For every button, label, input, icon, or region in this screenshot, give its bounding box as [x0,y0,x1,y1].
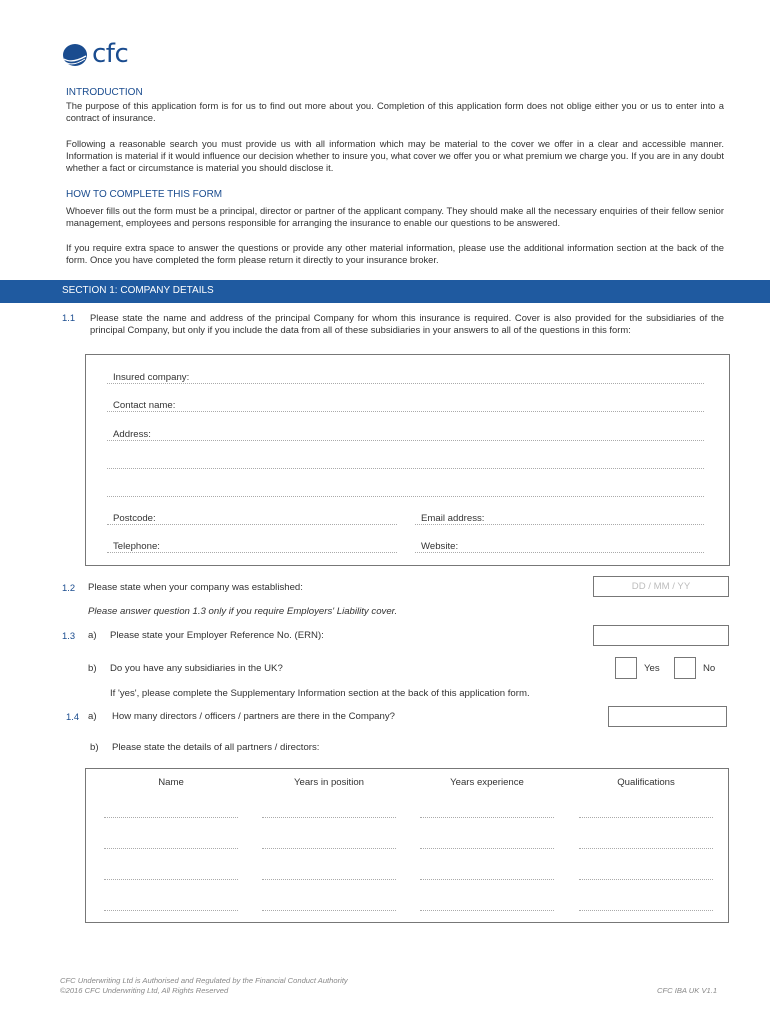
subsidiaries-yes-checkbox[interactable] [615,657,637,679]
row-1-years-experience-input[interactable] [420,817,554,818]
subsidiaries-yes-label: Yes [644,663,660,674]
q1-4a-label: a) [88,711,97,722]
q1-3-number: 1.3 [62,630,76,641]
column-header-name: Name [158,777,184,788]
contact-name-input[interactable] [107,411,704,412]
telephone-input[interactable] [107,552,397,553]
address-input-line-1[interactable] [107,440,704,441]
footer-regulation-text: CFC Underwriting Ltd is Authorised and Regulated by the Financial Conduct Authority [60,976,348,985]
subsidiaries-no-checkbox[interactable] [674,657,696,679]
column-header-qualifications: Qualifications [617,777,675,788]
q1-2-text: Please state when your company was established: [88,582,303,593]
q1-3a-text: Please state your Employer Reference No. (ERN): [110,630,324,641]
row-2-name-input[interactable] [104,848,238,849]
email-input[interactable] [415,524,704,525]
address-input-line-3[interactable] [107,496,704,497]
insured-company-input[interactable] [107,383,704,384]
subsidiaries-no-label: No [703,663,716,674]
row-4-name-input[interactable] [104,910,238,911]
how-to-paragraph-1: Whoever fills out the form must be a principal, director or partner of the applicant company. They should make all the necessary enquiries of their fellow senior management, employees and persons responsible for arranging the insurance to enable our questions to be answered. [66,205,724,228]
row-4-years-experience-input[interactable] [420,910,554,911]
established-date-input[interactable]: DD / MM / YY [593,576,729,597]
q1-3a-label: a) [88,630,97,641]
section-1-header: SECTION 1: COMPANY DETAILS [0,280,770,303]
q1-1-number: 1.1 [62,312,76,323]
postcode-label: Postcode: [113,513,156,524]
row-4-qualifications-input[interactable] [579,910,713,911]
row-2-qualifications-input[interactable] [579,848,713,849]
contact-name-label: Contact name: [113,400,176,411]
column-header-years-experience: Years experience [450,777,524,788]
company-details-box [85,354,730,566]
column-header-years-in-position: Years in position [293,777,365,788]
row-3-years-in-position-input[interactable] [262,879,396,880]
row-2-years-in-position-input[interactable] [262,848,396,849]
ern-input[interactable] [593,625,729,646]
directors-count-input[interactable] [608,706,727,727]
q1-3b-text: Do you have any subsidiaries in the UK? [110,663,283,674]
q1-1-text: Please state the name and address of the principal Company for whom this insurance is required. Cover is also provided for the subsidiaries of the principal Company, but only if you include the data from all of these subsidiaries in your answers to all of the questions in this form: [90,312,724,335]
row-1-qualifications-input[interactable] [579,817,713,818]
postcode-input[interactable] [107,524,397,525]
footer-copyright-text: ©2016 CFC Underwriting Ltd, All Rights Reserved [60,986,229,995]
q1-4-number: 1.4 [66,711,80,722]
q1-4a-text: How many directors / officers / partners are there in the Company? [112,711,395,722]
address-label: Address: [113,429,151,440]
website-input[interactable] [415,552,704,553]
q1-2-number: 1.2 [62,582,76,593]
intro-paragraph-1: The purpose of this application form is for us to find out more about you. Completion of this application form does not oblige either you or us to enter into a contract of insurance. [66,100,724,123]
row-2-years-experience-input[interactable] [420,848,554,849]
cfc-logo [62,39,142,70]
q1-4b-label: b) [90,742,99,753]
row-1-years-in-position-input[interactable] [262,817,396,818]
q1-3b-label: b) [88,663,97,674]
website-label: Website: [421,541,459,552]
footer-version: CFC IBA UK V1.1 [657,986,718,995]
row-1-name-input[interactable] [104,817,238,818]
insured-company-label: Insured company: [113,372,190,383]
address-input-line-2[interactable] [107,468,704,469]
how-to-paragraph-2: If you require extra space to answer the questions or provide any other material information, please use the additional information section at the back of the form. Once you have completed the form please return it directly to your insurance broker. [66,242,724,265]
row-4-years-in-position-input[interactable] [262,910,396,911]
employers-liability-note: Please answer question 1.3 only if you require Employers' Liability cover. [88,606,398,617]
row-3-name-input[interactable] [104,879,238,880]
footer-legal [60,976,348,996]
telephone-label: Telephone: [113,541,160,552]
intro-heading: INTRODUCTION [66,87,143,98]
intro-paragraph-2: Following a reasonable search you must provide us with all information which may be material to the cover we offer in a clear and accessible manner. Information is material if it would influence our decision whether to insure you, what cover we offer you or what premium we charge you. If you are in any doubt whether a fact or circumstance is material you should disclose it. [66,138,724,173]
email-label: Email address: [421,513,485,524]
how-to-heading: HOW TO COMPLETE THIS FORM [66,189,223,200]
q1-3b-note: If 'yes', please complete the Supplementary Information section at the back of this application form. [110,688,530,699]
logo-wordmark: cfc [92,39,129,69]
directors-table [85,768,729,923]
row-3-qualifications-input[interactable] [579,879,713,880]
row-3-years-experience-input[interactable] [420,879,554,880]
cfc-globe-icon [62,42,90,70]
q1-4b-text: Please state the details of all partners / directors: [112,742,320,753]
